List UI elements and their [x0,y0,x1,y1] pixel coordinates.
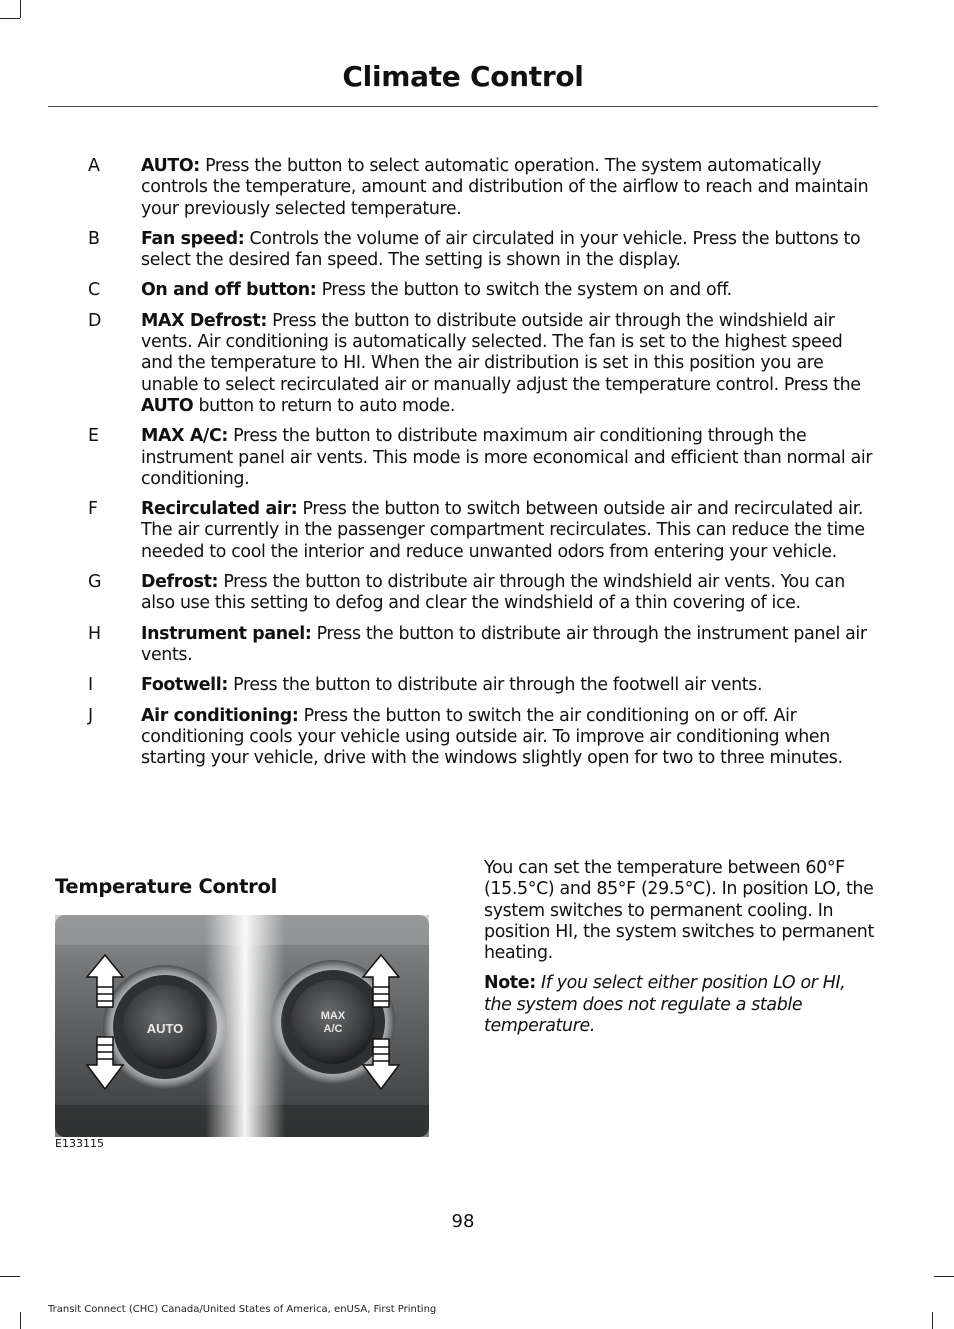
list-item-d [48,311,878,417]
item-term: Footwell: [141,675,228,696]
item-description [141,156,878,220]
item-description [141,311,878,417]
note [484,973,876,1037]
item-description [141,675,878,696]
note-text: If you select either position LO or HI, the system does not regulate a stable temperature. [484,973,846,1037]
item-description [141,499,878,563]
item-letter: C [88,280,100,301]
item-letter: J [88,705,93,726]
list-item-a [48,156,878,220]
item-text: Press the button to distribute outside air through the windshield air vents. Air conditioning is automatically selected. The fan is set to the highest speed and the temperature to HI. When the air distribution is set in this position you are unable to select recirculated air or manually adjust the temperature control. Press the [141,310,861,395]
temperature-paragraph: You can set the temperature between 60°F (15.5°C) and 85°F (29.5°C). In position LO, the system switches to permanent cooling. In position HI, the system switches to permanent heating. [484,858,874,964]
crop-mark-bottom-left [20,1312,21,1329]
crop-mark-top-left [20,0,21,18]
list-item-c [48,280,878,301]
item-term: Defrost: [141,572,219,593]
crop-mark-bottom-right [932,1312,933,1329]
page-footer: Transit Connect (CHC) Canada/United States of America, enUSA, First Printing [48,1304,437,1315]
item-description [141,624,878,667]
temperature-description [484,858,876,1046]
max-ac-knob-label-line2: A/C [323,1023,343,1035]
item-text: Press the button to distribute air through the footwell air vents. [227,675,763,696]
item-term: MAX A/C: [141,426,228,447]
list-item-b [48,229,878,272]
item-term: Fan speed: [141,228,245,249]
list-item-i [48,675,878,696]
item-text-tail: button to return to auto mode. [193,395,456,416]
item-term: Air conditioning: [141,705,299,726]
item-letter: I [88,675,93,696]
item-letter: E [88,426,99,447]
item-letter: G [88,572,102,593]
item-text: Press the button to distribute air through the windshield air vents. You can also use this setting to defog and clear the windshield of a thin covering of ice. [141,572,845,614]
item-description [141,572,878,615]
item-text: Press the button to switch the air conditioning on or off. Air conditioning cools your vehicle using outside air. To improve air conditioning when starting your vehicle, drive with the windows slightly open for two to three minutes. [141,705,843,769]
item-term: Instrument panel: [141,623,312,644]
crop-mark-bottom-left-h [0,1276,20,1277]
item-letter: D [88,310,102,331]
item-letter: A [88,156,100,176]
item-description [141,229,878,272]
item-text: Controls the volume of air circulated in your vehicle. Press the buttons to select the desired fan speed. The setting is shown in the display. [141,228,861,271]
list-item-j [48,706,878,770]
item-description [141,706,878,770]
item-term: MAX Defrost: [141,310,267,331]
list-item-f [48,499,878,563]
crop-mark-top-left-h [0,18,20,19]
page-number: 98 [451,1211,475,1232]
item-letter: B [88,228,100,249]
item-term: AUTO: [141,156,200,176]
title-divider [48,106,878,107]
item-term-inline: AUTO [141,395,194,416]
item-text: Press the button to distribute maximum air conditioning through the instrument panel air vents. This mode is more economical and efficient than normal air conditioning. [141,426,873,489]
figure-code: E133115 [55,1137,104,1150]
control-item-list [48,156,878,778]
crop-mark-bottom-right-h [934,1276,954,1277]
page-title: Climate Control [342,60,584,93]
item-text: Press the button to select automatic operation. The system automatically controls the temperature, amount and distribution of the airflow to reach and maintain your previously selected temperature. [141,156,869,219]
climate-panel-figure [55,915,429,1137]
section-heading: Temperature Control [55,875,277,898]
item-text: Press the button to distribute air through the instrument panel air vents. [141,623,867,665]
auto-knob-label: AUTO [146,1021,184,1036]
item-letter: F [88,499,98,520]
max-ac-knob-label-line1: MAX [320,1010,346,1022]
item-term: On and off button: [141,280,317,301]
item-description [141,280,878,301]
item-text: Press the button to switch between outside air and recirculated air. The air currently in the passenger compartment recirculates. This can reduce the time needed to cool the interior and reduce unwanted odors from entering your vehicle. [141,499,865,562]
item-letter: H [88,623,101,644]
item-text: Press the button to switch the system on and off. [316,280,732,301]
note-label: Note: [484,973,536,994]
list-item-g [48,572,878,615]
item-description [141,426,878,490]
item-term: Recirculated air: [141,499,298,520]
list-item-e [48,426,878,490]
list-item-h [48,624,878,667]
max-ac-knob [291,980,375,1064]
